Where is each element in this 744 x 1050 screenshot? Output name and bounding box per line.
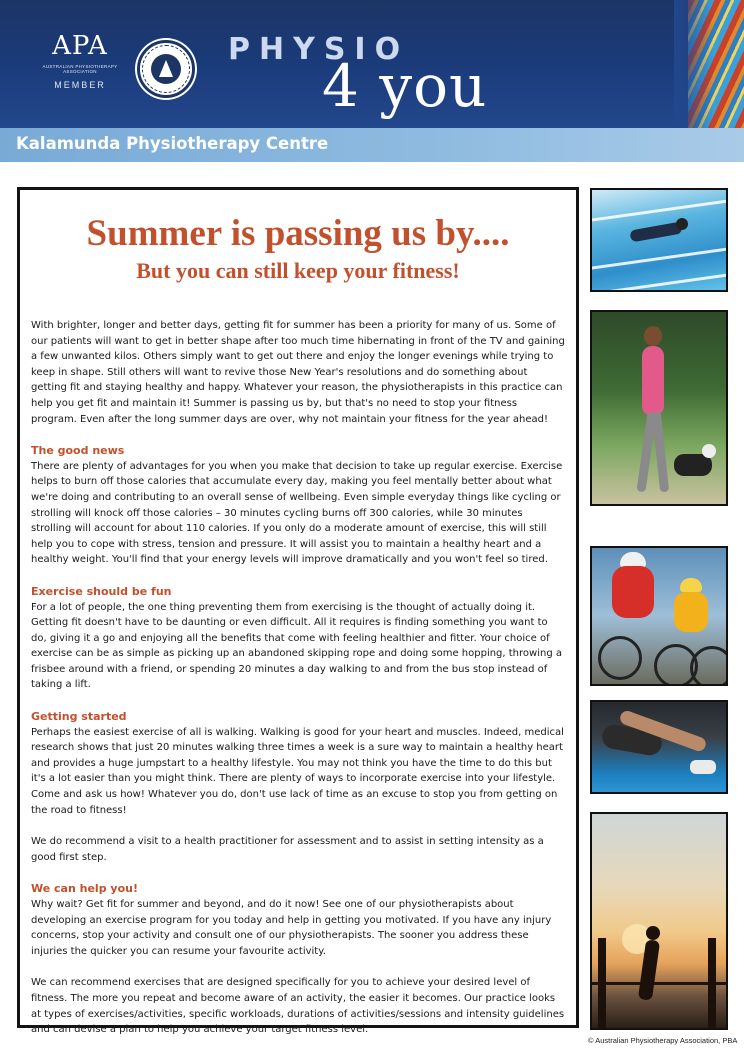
apa-member-logo — [38, 32, 122, 98]
triangle-icon — [159, 60, 173, 77]
article-headline: Summer is passing us by.... — [86, 213, 510, 254]
article-subheadline: But you can still keep your fitness! — [136, 258, 460, 283]
section-heading: Getting started — [31, 710, 127, 724]
swimmer-photo — [590, 188, 728, 292]
section-paragraph: Perhaps the easiest exercise of all is walking. Walking is good for your heart and muscles. Indeed, medical research shows that just 20 minutes walking three times a week is a sure way to maintain a healthy heart and provides a huge jumpstart to a healthy lifestyle. You may not think you have the time to do this but it's a lot easier than you might think. There are plenty of ways to incorporate exercise into your lifestyle. Come and ask us how! Whatever you do, don't use lack of time as an excuse to stop you from getting on the road to fitness! — [31, 726, 564, 816]
section-paragraph: For a lot of people, the one thing preventing them from exercising is the thought of actually doing it. Getting fit doesn't have to be daunting or even difficult. All it requires is finding something you want to do, giving it a go and enjoying all the benefits that come with feeling healthier and fitter. Your choice of exercise can be as simple as picking up an abandoned skipping rope and doing some hopping, throwing a frisbee around with a friend, or spending 20 minutes a day walking to and from the bus stop instead of taking a lift. — [31, 601, 562, 691]
section-heading: We can help you! — [31, 882, 138, 896]
practice-band — [0, 128, 744, 162]
section-paragraph: We can recommend exercises that are designed specifically for you to achieve your desired level of fitness. The more you repeat and become aware of an activity, the easier it becomes. Our practice looks at types of exercises/activities, specific workloads, durations of activities/sessions and intensity guidelines and can devise a plan to help you achieve your target fitness level. — [31, 977, 565, 1036]
silhouette-jogger-photo — [590, 812, 728, 1030]
section-paragraph: Why wait? Get fit for summer and beyond, and do it now! See one of our physiotherapists about developing an exercise program for you today and help in getting you motivated. If you have any injury concerns, stop your activity and consult one of our physiotherapists. The sooner you address these injuries the quicker you can resume your favourite activity. — [31, 899, 552, 957]
accredited-practice-seal — [137, 40, 195, 98]
brand-physio: PHYSIO — [228, 32, 410, 67]
copyright-notice: © Australian Physiotherapy Association, PBA — [588, 1036, 738, 1045]
apa-member-label: MEMBER — [54, 80, 106, 90]
section-paragraph: There are plenty of advantages for you when you make that decision to take up regular exercise. Exercise helps to burn off those calories that accumulate every day, making you feel mentally better about what we're doing and contributing to an overall sense of wellbeing. Even simple everyday things like cycling or strolling will knock off those calories – 30 minutes cycling burns off 300 calories, while 30 minutes strolling will account for about 110 calories. If you only do a moderate amount of exercise, this will still help you to cope with stress, tension and pressure. It will assist you to maintain a healthy heart and a healthy weight. You'll find that your energy levels will improve dramatically and you won't feel so tired. — [31, 460, 563, 566]
section-paragraph: We do recommend a visit to a health practitioner for assessment and to assist in setting intensity as a good first step. — [31, 836, 544, 863]
apa-full-name: AUSTRALIAN PHYSIOTHERAPY ASSOCIATION — [42, 64, 118, 74]
article-body — [31, 318, 565, 1038]
article-panel — [17, 187, 579, 1036]
section-heading: Exercise should be fun — [31, 584, 172, 598]
runner-with-dog-photo — [590, 310, 728, 506]
section-heading: The good news — [31, 444, 125, 458]
apa-mark: APA — [52, 31, 108, 61]
cyclists-photo — [590, 546, 728, 686]
header-banner — [0, 0, 744, 128]
practice-name: Kalamunda Physiotherapy Centre — [16, 134, 329, 153]
stretching-photo — [590, 700, 728, 794]
brand-4you: 4 you — [322, 52, 488, 120]
intro-paragraph: With brighter, longer and better days, getting fit for summer has been a priority for many of us. Some of our patients will want to get in better shape after too much time hibernating in front of the TV and gaining a few unwanted kilos. Others simply want to get out there and enjoy the longer evenings while trying to keep in shape. Still others will want to revive those New Year's resolutions and do something about getting fit and staying healthy and happy. Whatever your reason, the physiotherapists in this practice can help you get fit and maintain it! Summer is passing us by, but that's no need to stop your fitness program. Even after the long summer days are over, why not maintain your fitness for the year ahead! — [31, 320, 565, 425]
